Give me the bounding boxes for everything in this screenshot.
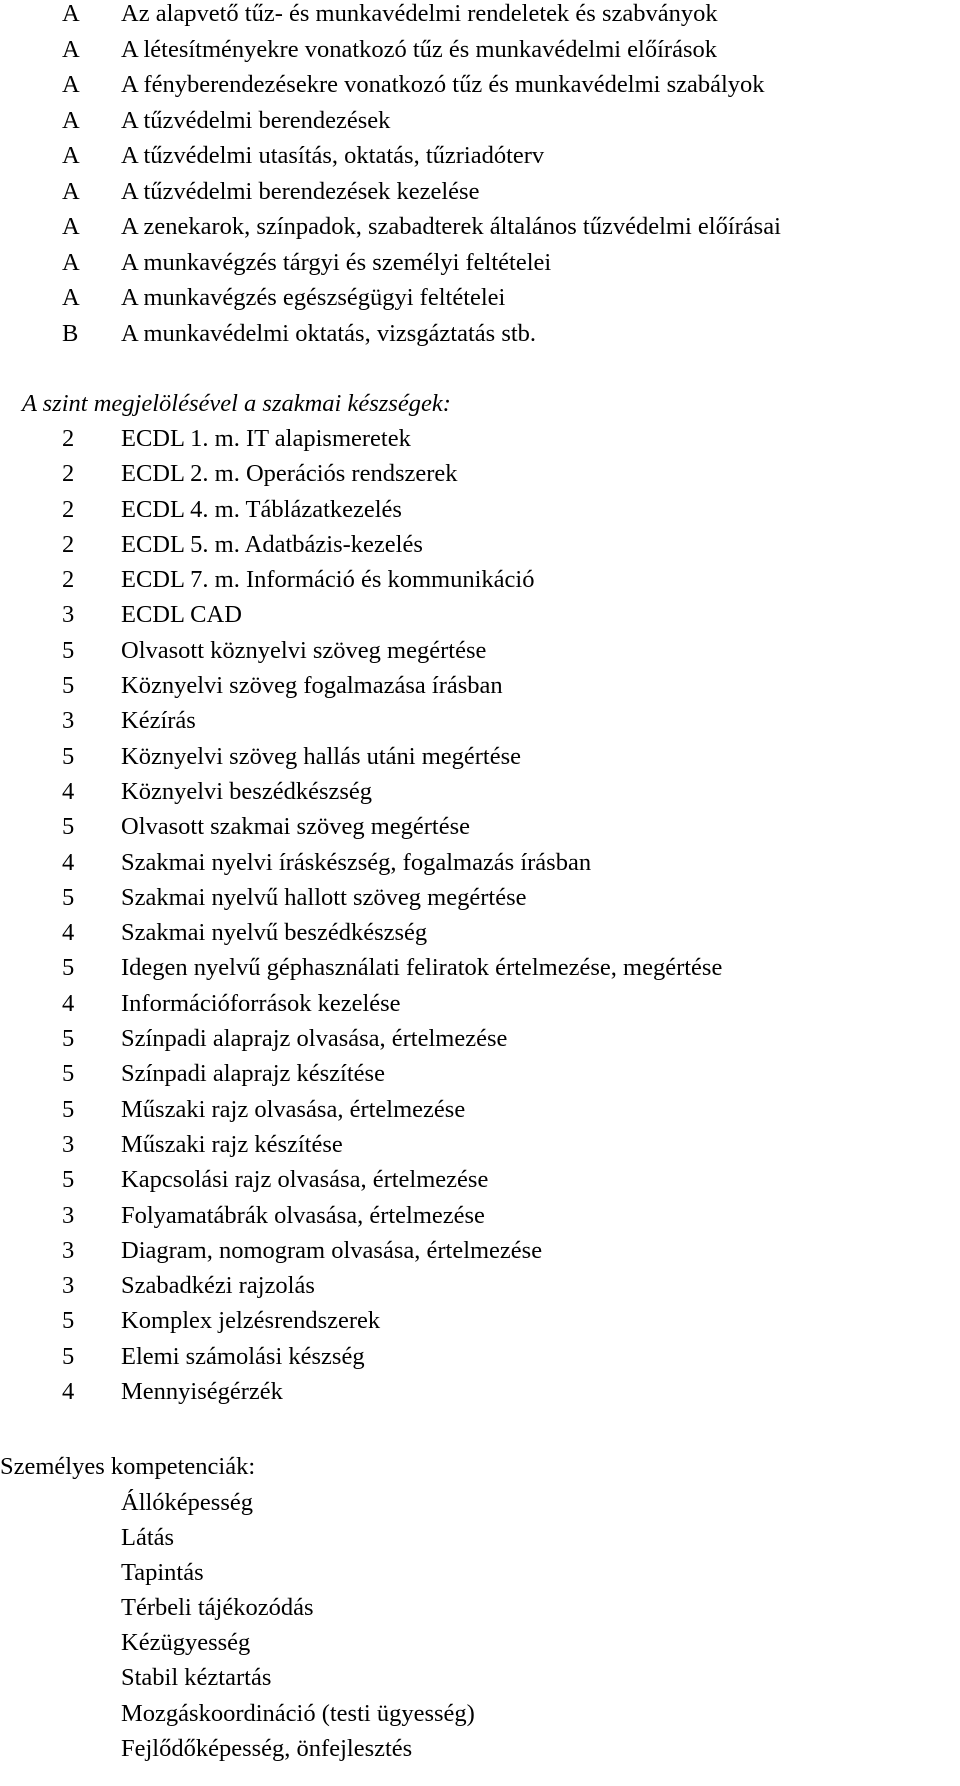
skill-row [0,1339,960,1374]
skill-row [0,986,960,1021]
skill-level: 3 [62,707,75,735]
skill-row [0,1127,960,1162]
skill-row [0,739,960,774]
skill-row [0,597,960,632]
skill-row [0,633,960,668]
skill-row [0,1056,960,1091]
skill-text: Szakmai nyelvű hallott szöveg megértése [121,883,527,911]
item-text: A munkavégzés egészségügyi feltételei [121,284,506,311]
competency-item [0,1590,960,1625]
skill-row [0,1303,960,1338]
item-grade: A [62,177,80,205]
skill-text: Olvasott köznyelvi szöveg megértése [121,636,487,664]
skill-text: ECDL 1. m. IT alapismeretek [121,425,411,452]
skill-text: Műszaki rajz olvasása, értelmezése [121,1095,466,1123]
item-grade: A [62,248,80,276]
skill-level: 5 [62,1025,75,1053]
item-text: A tűzvédelmi utasítás, oktatás, tűzriadóterv [121,142,545,169]
skill-text: Információforrások kezelése [121,989,401,1017]
item-text: A munkavédelmi oktatás, vizsgáztatás stb. [121,319,537,347]
item-text: A létesítményekre vonatkozó tűz és munkavédelmi előírások [121,35,717,63]
skill-level: 5 [62,883,75,911]
competency-text: Mozgáskoordináció (testi ügyesség) [121,1699,475,1727]
skill-text: Kapcsolási rajz olvasása, értelmezése [121,1166,489,1194]
competency-text: Látás [121,1524,175,1552]
skill-level: 3 [62,1272,75,1300]
skill-row [0,1021,960,1056]
item-grade: A [62,35,80,63]
skill-row [0,668,960,703]
skill-row [0,1198,960,1233]
skills-heading: A szint megjelölésével a szakmai készségek: [22,390,451,417]
skill-text: ECDL 7. m. Információ és kommunikáció [121,566,535,594]
competency-text: Stabil kéztartás [121,1664,272,1692]
competency-text: Fejlődőképesség, önfejlesztés [121,1734,413,1762]
list-item [0,138,960,174]
list-item [0,0,960,32]
skill-level: 2 [62,495,75,523]
skill-row [0,950,960,985]
skill-row [0,1374,960,1409]
skill-row [0,456,960,491]
list-item [0,174,960,210]
item-grade: A [62,0,80,27]
item-text: A fényberendezésekre vonatkozó tűz és munkavédelmi szabályok [121,71,765,98]
skill-level: 4 [62,919,75,947]
skill-row [0,1268,960,1303]
list-item [0,103,960,139]
skill-level: 2 [62,460,75,488]
skill-text: Színpadi alaprajz készítése [121,1060,385,1088]
skill-level: 5 [62,954,75,982]
skill-text: ECDL 2. m. Operációs rendszerek [121,460,458,488]
competency-item [0,1731,960,1766]
skill-row [0,562,960,597]
skill-row [0,845,960,880]
competency-item [0,1555,960,1590]
skill-row [0,421,960,456]
skill-text: Szabadkézi rajzolás [121,1272,315,1300]
competency-text: Kézügyesség [121,1629,251,1657]
skill-level: 5 [62,813,75,841]
skill-level: 3 [62,1236,75,1264]
competency-item [0,1520,960,1555]
item-grade: A [62,213,80,240]
skill-text: Köznyelvi beszédkészség [121,777,373,805]
skill-level: 5 [62,1166,75,1194]
skill-level: 4 [62,777,75,805]
skill-text: Folyamatábrák olvasása, értelmezése [121,1201,485,1229]
personal-competencies-heading: Személyes kompetenciák: [0,1453,256,1480]
item-grade: A [62,106,80,134]
skill-level: 4 [62,848,75,876]
skill-level: 5 [62,672,75,700]
skill-text: Köznyelvi szöveg hallás utáni megértése [121,742,522,770]
skill-text: Szakmai nyelvi íráskészség, fogalmazás írásban [121,848,592,876]
competency-text: Állóképesség [121,1489,253,1516]
skill-level: 2 [62,530,75,558]
skill-row [0,492,960,527]
item-grade: A [62,71,80,98]
skill-text: ECDL 5. m. Adatbázis-kezelés [121,530,423,558]
skill-text: Köznyelvi szöveg fogalmazása írásban [121,672,503,700]
skill-row [0,1162,960,1197]
personal-competencies-list [0,1485,960,1766]
list-item [0,316,960,352]
skill-text: Diagram, nomogram olvasása, értelmezése [121,1236,543,1264]
skill-row [0,774,960,809]
item-text: A tűzvédelmi berendezések kezelése [121,177,480,205]
skill-text: Kézírás [121,707,196,735]
skill-level: 5 [62,1342,75,1370]
list-item [0,280,960,316]
competency-item [0,1660,960,1695]
skill-row [0,1092,960,1127]
competency-item [0,1485,960,1520]
skill-row [0,1233,960,1268]
skill-text: Műszaki rajz készítése [121,1130,343,1158]
skill-level: 5 [62,1095,75,1123]
item-text: A munkavégzés tárgyi és személyi feltételei [121,248,552,276]
skill-level: 3 [62,601,75,629]
list-item [0,67,960,103]
skill-level: 3 [62,1201,75,1229]
skill-level: 4 [62,989,75,1017]
skill-level: 5 [62,742,75,770]
list-item [0,32,960,68]
item-text: Az alapvető tűz- és munkavédelmi rendeletek és szabványok [121,0,718,27]
skill-text: Komplex jelzésrendszerek [121,1307,381,1335]
competency-item [0,1625,960,1660]
item-text: A tűzvédelmi berendezések [121,106,391,134]
skill-row [0,915,960,950]
skill-text: ECDL 4. m. Táblázatkezelés [121,495,402,523]
competency-text: Térbeli tájékozódás [121,1594,314,1622]
skill-level: 4 [62,1378,75,1406]
skill-text: Elemi számolási készség [121,1342,365,1370]
skill-level: 5 [62,1060,75,1088]
item-text: A zenekarok, színpadok, szabadterek általános tűzvédelmi előírásai [121,213,781,240]
skill-text: Olvasott szakmai szöveg megértése [121,813,471,841]
skill-text: Mennyiségérzék [121,1378,283,1406]
skill-text: Idegen nyelvű géphasználati feliratok értelmezése, megértése [121,954,723,982]
skill-text: ECDL CAD [121,601,242,629]
item-grade: A [62,284,80,311]
knowledge-list [0,0,960,351]
competency-item [0,1696,960,1731]
skill-text: Szakmai nyelvű beszédkészség [121,919,428,947]
skill-level: 3 [62,1130,75,1158]
skill-level: 5 [62,1307,75,1335]
item-grade: B [62,319,79,347]
skill-level: 2 [62,566,75,594]
skills-list [0,421,960,1409]
competency-text: Tapintás [121,1559,204,1587]
list-item [0,209,960,245]
item-grade: A [62,142,80,169]
skill-row [0,527,960,562]
skill-row [0,809,960,844]
skill-level: 5 [62,636,75,664]
skill-text: Színpadi alaprajz olvasása, értelmezése [121,1025,508,1053]
skill-row [0,880,960,915]
skill-level: 2 [62,425,75,452]
list-item [0,245,960,281]
skill-row [0,703,960,738]
